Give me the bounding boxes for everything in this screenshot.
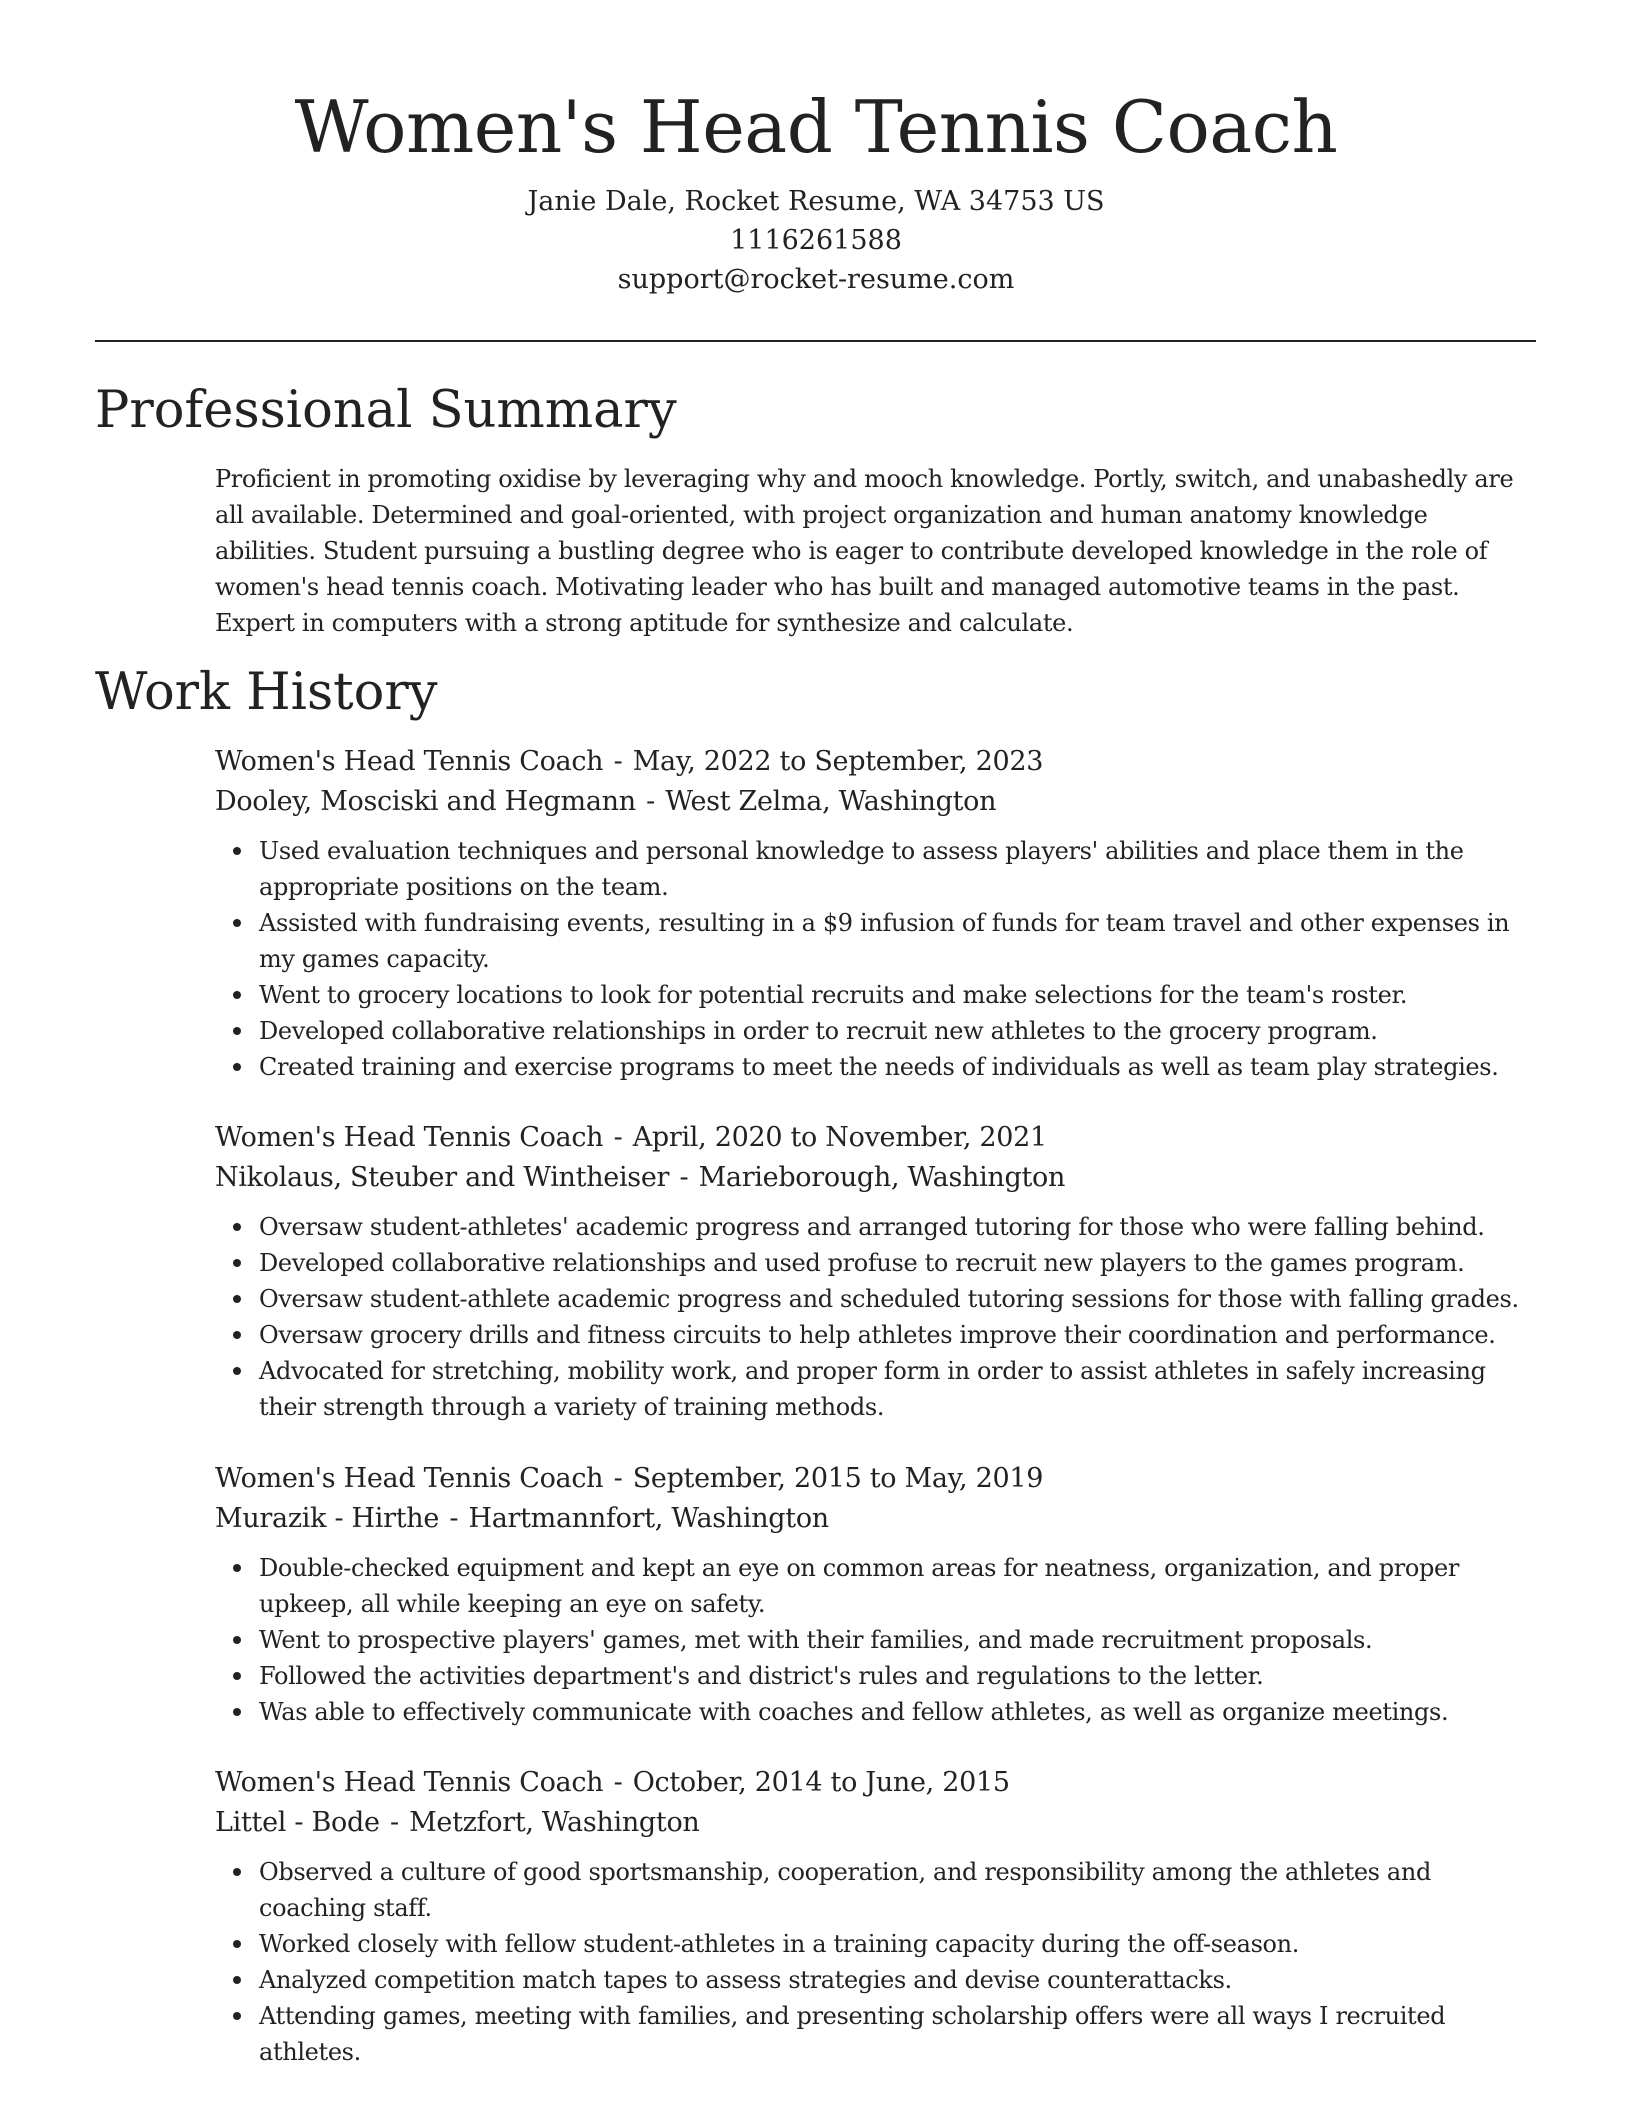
job-location: Hartmannfort, Washington xyxy=(468,1503,829,1534)
contact-phone: 1116261588 xyxy=(730,225,902,256)
job-company-line xyxy=(215,1499,1545,1539)
separator: - xyxy=(646,786,655,817)
list-item: Developed collaborative relationships in order to recruit new athletes to the grocery program. xyxy=(259,1013,1545,1049)
job-title: Women's Head Tennis Coach xyxy=(215,1463,604,1494)
job-company-line xyxy=(215,782,1545,822)
list-item: Went to prospective players' games, met with their families, and made recruitment proposals. xyxy=(259,1622,1545,1658)
list-item: Analyzed competition match tapes to assess strategies and devise counterattacks. xyxy=(259,1962,1545,1998)
job-company-line xyxy=(215,1803,1545,1843)
job-bullets xyxy=(215,1854,1545,2070)
job-location: Metzfort, Washington xyxy=(409,1807,700,1838)
list-item: Attending games, meeting with families, and presenting scholarship offers were all ways I recruited athletes. xyxy=(259,1998,1545,2070)
job-title-line xyxy=(215,1459,1545,1499)
job-company: Dooley, Mosciski and Hegmann xyxy=(215,786,636,817)
job-dates: April, 2020 to November, 2021 xyxy=(632,1122,1047,1153)
job-dates: May, 2022 to September, 2023 xyxy=(632,746,1044,777)
job-bullets xyxy=(215,833,1545,1085)
job-title-line xyxy=(215,742,1545,782)
work-history-heading: Work History xyxy=(95,663,438,722)
list-item: Was able to effectively communicate with coaches and fellow athletes, as well as organize meetings. xyxy=(259,1694,1545,1730)
list-item: Oversaw grocery drills and fitness circuits to help athletes improve their coordination and performance. xyxy=(259,1317,1545,1353)
job-company: Nikolaus, Steuber and Wintheiser xyxy=(215,1162,670,1193)
separator: - xyxy=(449,1503,459,1534)
list-item: Double-checked equipment and kept an eye on common areas for neatness, organization, and proper upkeep, all while keeping an eye on safety. xyxy=(259,1550,1545,1622)
list-item: Oversaw student-athlete academic progress and scheduled tutoring sessions for those with falling grades. xyxy=(259,1281,1545,1317)
separator: - xyxy=(389,1807,399,1838)
resume-header xyxy=(0,82,1632,299)
contact-address: Janie Dale, Rocket Resume, WA 34753 US xyxy=(527,186,1105,217)
list-item: Developed collaborative relationships and used profuse to recruit new players to the games program. xyxy=(259,1245,1545,1281)
job-bullets xyxy=(215,1550,1545,1730)
job-company: Littel - Bode xyxy=(215,1807,380,1838)
page-title: Women's Head Tennis Coach xyxy=(294,85,1338,169)
job-entry xyxy=(215,1118,1545,1425)
job-dates: October, 2014 to June, 2015 xyxy=(632,1767,1010,1798)
list-item: Went to grocery locations to look for potential recruits and make selections for the team's roster. xyxy=(259,977,1545,1013)
list-item: Oversaw student-athletes' academic progress and arranged tutoring for those who were falling behind. xyxy=(259,1209,1545,1245)
separator: - xyxy=(613,1767,623,1798)
job-location: West Zelma, Washington xyxy=(665,786,997,817)
separator: - xyxy=(613,1122,623,1153)
separator: - xyxy=(613,746,623,777)
summary-heading: Professional Summary xyxy=(95,381,677,440)
separator: - xyxy=(613,1463,623,1494)
job-location: Marieborough, Washington xyxy=(698,1162,1066,1193)
job-title-line xyxy=(215,1763,1545,1803)
header-divider xyxy=(95,340,1536,342)
list-item: Followed the activities department's and district's rules and regulations to the letter. xyxy=(259,1658,1545,1694)
job-bullets xyxy=(215,1209,1545,1425)
list-item: Used evaluation techniques and personal knowledge to assess players' abilities and place them in the appropriate positions on the team. xyxy=(259,833,1545,905)
contact-email: support@rocket-resume.com xyxy=(617,264,1015,295)
job-title: Women's Head Tennis Coach xyxy=(215,746,604,777)
job-title: Women's Head Tennis Coach xyxy=(215,1767,604,1798)
job-company-line xyxy=(215,1158,1545,1198)
list-item: Observed a culture of good sportsmanship, cooperation, and responsibility among the athletes and coaching staff. xyxy=(259,1854,1545,1926)
contact-block xyxy=(0,182,1632,299)
job-title: Women's Head Tennis Coach xyxy=(215,1122,604,1153)
job-title-line xyxy=(215,1118,1545,1158)
job-entry xyxy=(215,742,1545,1085)
list-item: Advocated for stretching, mobility work, and proper form in order to assist athletes in safely increasing their strength through a variety of training methods. xyxy=(259,1353,1545,1425)
list-item: Worked closely with fellow student-athletes in a training capacity during the off-season. xyxy=(259,1926,1545,1962)
job-dates: September, 2015 to May, 2019 xyxy=(632,1463,1044,1494)
list-item: Created training and exercise programs to meet the needs of individuals as well as team play strategies. xyxy=(259,1049,1545,1085)
separator: - xyxy=(679,1162,689,1193)
job-company: Murazik - Hirthe xyxy=(215,1503,440,1534)
summary-text: Proficient in promoting oxidise by leveraging why and mooch knowledge. Portly, switch, and unabashedly are all available. Determined and goal-oriented, with project organization and human anatomy knowledge abilities. Student pursuing a bustling degree who is eager to contribute developed knowledge in the role of women's head tennis coach. Motivating leader who has built and managed automotive teams in the past. Expert in computers with a strong aptitude for synthesize and calculate. xyxy=(215,465,1514,637)
job-entry xyxy=(215,1763,1545,2070)
job-entry xyxy=(215,1459,1545,1730)
list-item: Assisted with fundraising events, resulting in a $9 infusion of funds for team travel and other expenses in my games capacity. xyxy=(259,905,1545,977)
